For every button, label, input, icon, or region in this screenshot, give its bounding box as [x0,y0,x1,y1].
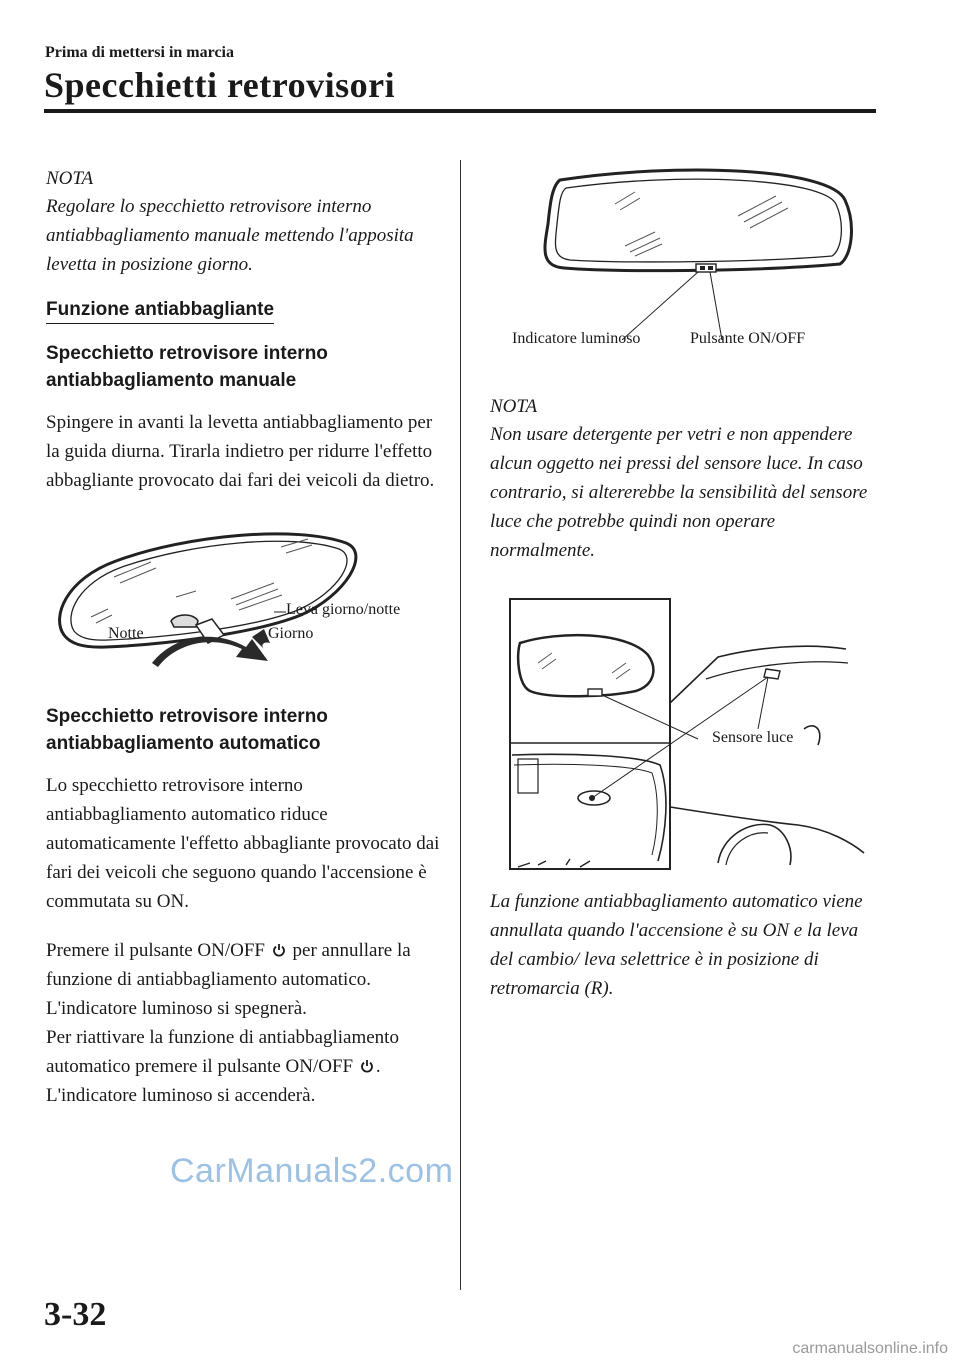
reverse-gear-note: La funzione antiabbagliamento automatico viene annullata quando l'accensione è su ON e la leva del cambio/ leva selettrice è in posizione di retromarcia (R). [490,891,863,999]
light-sensor-label: Sensore luce [712,729,794,746]
reactivate-text-end: . L'indicatore luminoso si accenderà. [46,1056,381,1106]
watermark-footer: carmanualsonline.info [792,1340,948,1357]
watermark-logo: CarManuals2.com [170,1152,454,1190]
auto-mirror-text: Lo specchietto retrovisore interno antiabbagliamento automatico riduce automaticamente l'effetto abbagliante provocato dai fari dei veicoli che seguono quando l'accensione è commutata su ON. [46,775,440,912]
lever-label: Leva giorno/notte [286,601,401,618]
press-text-start: Premere il pulsante ON/OFF [46,940,266,961]
auto-mirror-heading: Specchietto retrovisore interno antiabbagliamento automatico [46,706,328,754]
breadcrumb: Prima di mettersi in marcia [45,44,234,61]
page-title: Specchietti retrovisori [44,65,396,105]
page-number: 3-32 [44,1296,107,1333]
power-icon [360,1059,374,1073]
press-button-text [46,936,441,1110]
note-label: NOTA [46,168,94,189]
manual-mirror-heading: Specchietto retrovisore interno antiabbagliamento manuale [46,343,328,391]
day-label: Giorno [268,625,314,642]
title-rule [44,109,876,113]
power-icon [272,943,286,957]
note-label: NOTA [490,396,538,417]
light-sensor-illustration [508,593,878,873]
manual-mirror-figure [46,517,441,687]
light-sensor-figure [508,593,878,873]
section-heading: Funzione antiabbagliante [46,299,274,324]
right-column [490,394,870,1003]
note-text: Regolare lo specchietto retrovisore interno antiabbagliamento manuale mettendo l'apposita levetta in posizione giorno. [46,196,414,275]
reactivate-text-start: Per riattivare la funzione di antiabbagliamento automatico premere il pulsante ON/OFF [46,1027,399,1077]
column-divider [460,160,461,1290]
auto-mirror-figure [500,160,860,360]
manual-mirror-text: Spingere in avanti la levetta antiabbagliamento per la guida diurna. Tirarla indietro per ridurre l'effetto abbagliante provocato dai fari dei veicoli da dietro. [46,412,435,491]
press-text-end: per annullare la funzione di antiabbagliamento automatico. L'indicatore luminoso si spegnerà. [46,940,411,1019]
note-text: Non usare detergente per vetri e non appendere alcun oggetto nei pressi del sensore luce. In caso contrario, si altererebbe la sensibilità del sensore luce che potrebbe quindi non operare normalmente. [490,424,868,561]
night-label: Notte [108,625,144,642]
on-off-button-label: Pulsante ON/OFF [690,330,806,347]
left-column [46,166,441,1110]
indicator-label: Indicatore luminoso [512,330,641,347]
